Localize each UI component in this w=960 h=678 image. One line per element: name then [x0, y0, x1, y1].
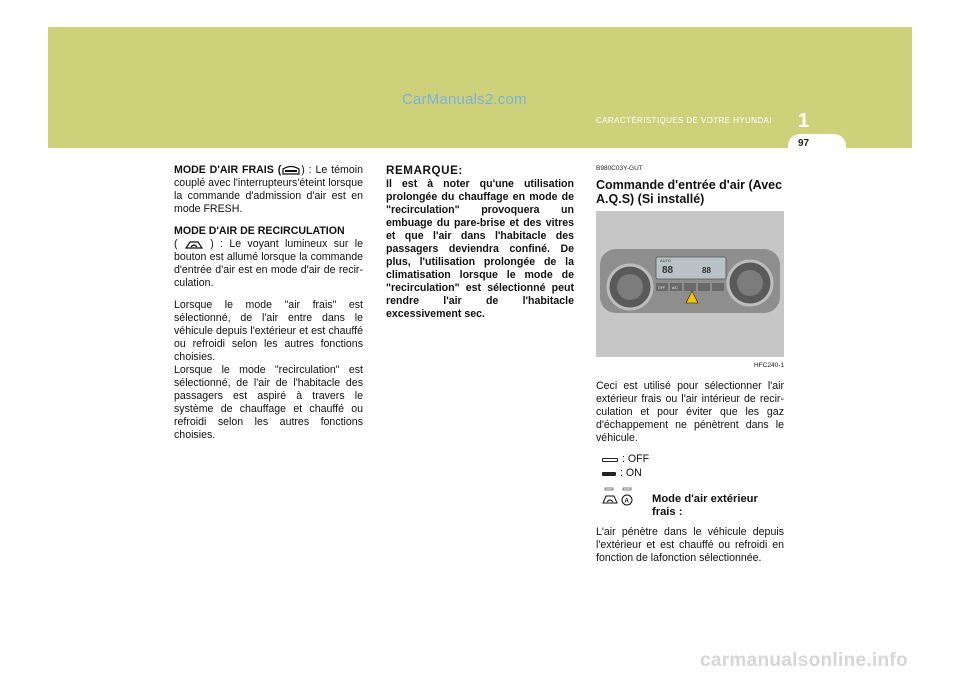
legend-on — [602, 467, 784, 480]
section-heading: Commande d'entrée d'air (Avec A.Q.S) (Si installé) — [596, 178, 783, 206]
legend-on-label: : ON — [620, 467, 642, 479]
legend-off — [602, 453, 784, 466]
climate-control-photo — [596, 211, 784, 357]
panel-ac-label: A/C — [672, 286, 678, 290]
remark-title: REMARQUE: — [386, 164, 463, 177]
header-band — [48, 27, 912, 148]
panel-display-left: 88 — [662, 265, 674, 276]
panel-off-label: OFF — [658, 286, 665, 290]
recirc-mode-title: MODE D'AIR DE RECIRCULATION — [174, 225, 345, 237]
chapter-number: 1 — [798, 110, 810, 132]
recirc-mode-paragraph — [174, 225, 363, 290]
recirc-mode-text: ) : Le voyant lumineux sur le bouton est allumé lorsque la commande d'entrée d'air est en mode d'air de recir- culation. — [174, 238, 363, 289]
indicator-off-icon — [602, 458, 618, 462]
fresh-description: Lorsque le mode "air frais" est sélectionné, de l'air entre dans le véhicule depuis l'extérieur et est chauffé ou refroidi selon les autres fonctions choisies. — [174, 299, 363, 363]
column-right — [596, 162, 784, 574]
page-number: 97 — [798, 138, 810, 149]
chapter-title: CARACTÉRISTIQUES DE VOTRE HYUNDAI — [596, 116, 772, 125]
fresh-mode-title: MODE D'AIR FRAIS ( — [174, 164, 282, 176]
svg-text:A: A — [624, 498, 629, 505]
climate-panel-illustration — [596, 211, 784, 357]
panel-display-right: 88 — [702, 266, 711, 275]
section-code: B980C03Y-GUT — [596, 165, 643, 172]
fresh-mode-heading: Mode d'air extérieur frais : — [652, 493, 758, 518]
recirculation-icon — [184, 239, 204, 250]
footer-watermark[interactable]: carmanualsonline.info — [700, 650, 908, 671]
fresh-mode-row — [596, 487, 784, 519]
column-middle — [386, 164, 574, 321]
fresh-mode-text: ) : Le témoin couplé avec l'interrupteurs'éteint lorsque la commande d'admission d'air est en mode FRESH. — [174, 164, 363, 215]
recirc-description: Lorsque le mode "recirculation" est sélectionné, de l'air de l'habitacle des passagers est aspiré à travers le système de chauffage et chauffé ou refroidi selon les autres fonctions choisies. — [174, 364, 363, 441]
page-tab — [788, 134, 846, 158]
fresh-air-icon — [281, 165, 301, 176]
fresh-mode-description: L'air pénètre dans le véhicule depuis l'extérieur et est chauffé ou refroidi en fonction de lafonction sélectionnée. — [596, 526, 784, 564]
intake-description: Ceci est utilisé pour sélectionner l'air extérieur frais ou l'air intérieur de recir- culation et pour éviter que les gaz d'échappement ne pénètrent dans le véhicule. — [596, 380, 784, 444]
indicator-on-icon — [602, 472, 616, 476]
fresh-mode-icons — [602, 487, 636, 511]
fresh-mode-paragraph — [174, 164, 363, 216]
column-left — [174, 164, 363, 451]
photo-caption: HFC240-1 — [754, 362, 784, 369]
panel-auto-label: AUTO — [660, 258, 672, 263]
header-watermark[interactable]: CarManuals2.com — [402, 91, 527, 108]
legend-off-label: : OFF — [622, 453, 650, 465]
recirc-mode-open: ( — [174, 238, 178, 250]
remark-body: Il est à noter qu'une utilisation prolongée du chauffage en mode de "recirculation" provoquera un embuage du pare-brise et des vitres et que l'air dans l'habitacle des passagers deviendra confiné. De plus, l'utilisation prolongée de la climatisation lorsque le mode de "recirculation" est sélectionné peut rendre l'air de l'habitacle excessivement sec. — [386, 178, 574, 320]
